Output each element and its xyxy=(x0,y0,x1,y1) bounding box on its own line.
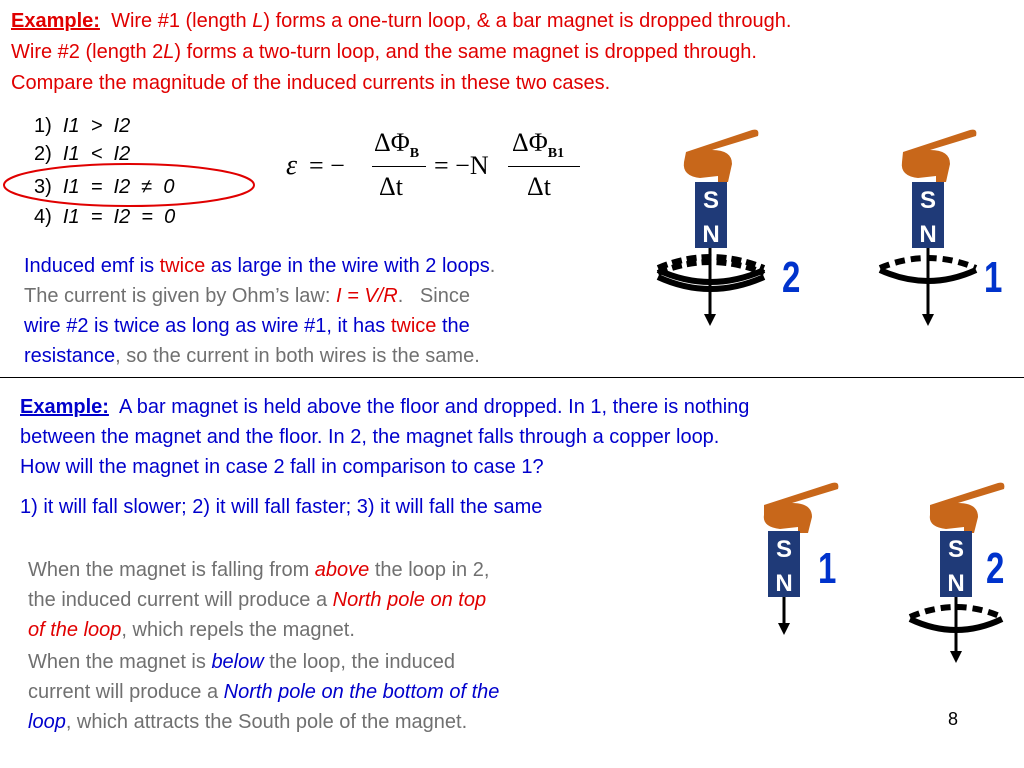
answer1-line4 xyxy=(24,343,480,369)
arrow-head-icon xyxy=(922,314,934,326)
answer1-d2: , so the current in both wires is the same. xyxy=(115,345,480,367)
example2-line1 xyxy=(20,394,749,420)
magnet-n-label: N xyxy=(702,221,720,248)
arrow-head-icon xyxy=(778,623,790,635)
explain-p5b: North pole on the bottom of the xyxy=(223,681,500,703)
formula-sub2: B1 xyxy=(547,146,565,162)
formula-num1-delta-phi: ΔΦ xyxy=(374,128,410,157)
formula-den2: Δt xyxy=(527,172,551,201)
answer1-b3: . Since xyxy=(397,285,470,307)
explain-p1a: When the magnet is falling from xyxy=(28,559,315,581)
example1-line2 xyxy=(11,39,757,65)
case-label-1: 1 xyxy=(818,544,837,594)
explain-p4a: When the magnet is xyxy=(28,651,212,673)
answer1-a1: Induced emf is xyxy=(24,255,160,277)
magnet-s-label: S xyxy=(775,536,793,563)
answer1-line1 xyxy=(24,253,495,279)
formula-sub1: B xyxy=(409,146,420,162)
example2-line3: How will the magnet in case 2 fall in comparison to case 1? xyxy=(20,456,544,478)
example2-line1-text: A bar magnet is held above the floor and dropped. In 1, there is nothing xyxy=(118,396,750,418)
hand-icon xyxy=(684,130,759,182)
option-2-expr: I1 < I2 xyxy=(62,143,131,165)
magnet-n-label: N xyxy=(947,570,965,597)
answer1-b2: I = V/R xyxy=(335,285,398,307)
answer1-c1: wire #2 is twice as long as wire #1, it has xyxy=(24,315,391,337)
formula-eq2: = −N xyxy=(434,151,489,180)
explain-p1b: above xyxy=(314,559,370,581)
bar-magnet xyxy=(768,531,800,597)
example2-label: Example: xyxy=(20,396,109,418)
magnet-n-label: N xyxy=(775,570,793,597)
option-3-num: 3) xyxy=(34,176,52,198)
formula-fraction-bar2 xyxy=(508,166,580,167)
bar-magnet xyxy=(695,182,727,248)
arrow-head-icon xyxy=(950,651,962,663)
magnet-n-label: N xyxy=(919,221,937,248)
explain-p3b: , which repels the magnet. xyxy=(121,619,355,641)
explain-line1 xyxy=(28,557,489,583)
option-4-expr: I1 = I2 = 0 xyxy=(62,206,176,228)
section-divider xyxy=(0,377,1024,378)
magnet-s-label: S xyxy=(702,187,720,214)
explain-p1c: the loop in 2, xyxy=(369,559,490,581)
example1-line1 xyxy=(11,8,791,34)
explain-line3 xyxy=(28,617,355,643)
option-4-num: 4) xyxy=(34,206,52,228)
answer1-line3 xyxy=(24,313,470,339)
example1-line2-text-a: Wire #2 (length 2 xyxy=(11,41,164,63)
example1-line2-L: L xyxy=(163,41,175,63)
answer1-a3: as large in the wire with 2 loops xyxy=(205,255,490,277)
explain-p4c: the loop, the induced xyxy=(263,651,455,673)
example1-line1-text-a: Wire #1 (length xyxy=(111,10,253,32)
example2-illustration xyxy=(740,475,1020,675)
explain-p4b: below xyxy=(211,651,264,673)
case-label-1: 1 xyxy=(984,253,1003,303)
hand-icon xyxy=(930,483,1005,533)
bar-magnet xyxy=(912,182,944,248)
formula-num2 xyxy=(512,128,564,162)
magnet-s-label: S xyxy=(947,536,965,563)
example2-line2: between the magnet and the floor. In 2, the magnet falls through a copper loop. xyxy=(20,426,720,448)
answer-circle xyxy=(0,160,260,210)
explain-p2a: the induced current will produce a xyxy=(28,589,333,611)
arrow-head-icon xyxy=(704,314,716,326)
explain-line2 xyxy=(28,587,486,613)
answer1-a2: twice xyxy=(159,255,206,277)
answer1-c3: the xyxy=(436,315,470,337)
option-2-num: 2) xyxy=(34,143,52,165)
example1-line1-L: L xyxy=(252,10,264,32)
answer1-d1: resistance xyxy=(24,345,116,367)
answer1-a4: . xyxy=(489,255,496,277)
case-label-2: 2 xyxy=(986,544,1005,594)
option-3-expr: I1 = I2 ≠ 0 xyxy=(62,176,175,198)
answer1-b1: The current is given by Ohm’s law: xyxy=(24,285,336,307)
formula-emf: ε xyxy=(286,150,298,181)
magnet-s-label: S xyxy=(919,187,937,214)
option-1 xyxy=(34,113,130,139)
example1-illustration xyxy=(640,120,1020,335)
formula-den1: Δt xyxy=(379,172,403,201)
hand-icon xyxy=(764,483,839,533)
formula-eq1: = − xyxy=(309,151,345,180)
example1-line3: Compare the magnitude of the induced currents in these two cases. xyxy=(11,72,611,94)
answer1-line2 xyxy=(24,283,470,309)
formula-num2-delta-phi: ΔΦ xyxy=(512,128,548,157)
explain-line6 xyxy=(28,709,467,735)
bar-magnet xyxy=(940,531,972,597)
answer1-c2: twice xyxy=(390,315,437,337)
explain-line5 xyxy=(28,679,499,705)
example1-label: Example: xyxy=(11,10,100,32)
case-label-2: 2 xyxy=(782,253,801,303)
hand-icon xyxy=(902,130,977,182)
option-1-expr: I1 > I2 xyxy=(62,115,131,137)
explain-p2b: North pole on top xyxy=(332,589,487,611)
example1-line1-text-b: ) forms a one-turn loop, & a bar magnet is dropped through. xyxy=(263,10,792,32)
option-1-num: 1) xyxy=(34,115,52,137)
formula-num1 xyxy=(374,128,419,162)
explain-p6a: loop xyxy=(28,711,66,733)
explain-line4 xyxy=(28,649,455,675)
page-number: 8 xyxy=(948,709,959,729)
formula-fraction-bar1 xyxy=(372,166,426,167)
explain-p5a: current will produce a xyxy=(28,681,224,703)
explain-p3a: of the loop xyxy=(28,619,122,641)
example1-line2-text-b: ) forms a two-turn loop, and the same magnet is dropped through. xyxy=(174,41,757,63)
example2-choices: 1) it will fall slower; 2) it will fall faster; 3) it will fall the same xyxy=(20,496,543,518)
explain-p6b: , which attracts the South pole of the magnet. xyxy=(65,711,468,733)
